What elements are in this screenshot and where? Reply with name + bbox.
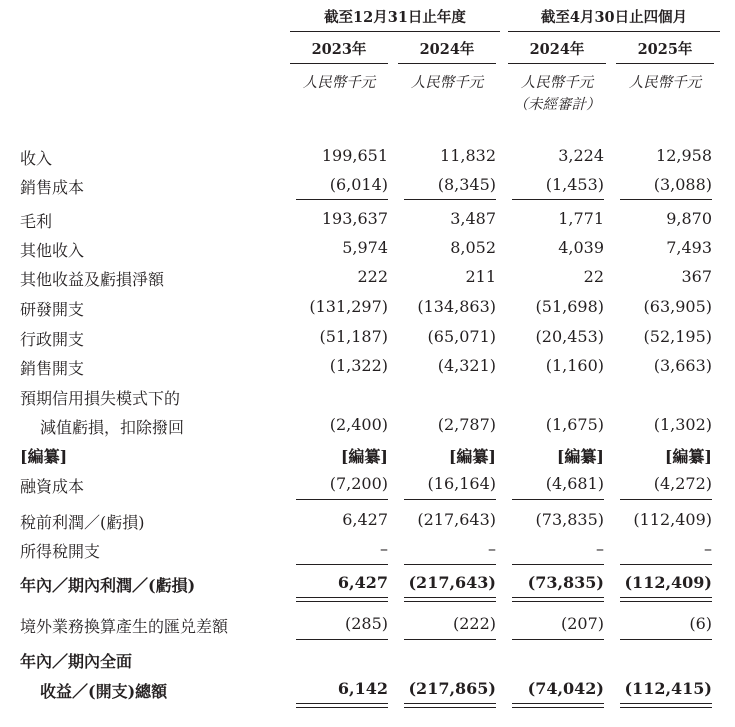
row-label-admin: 行政開支: [20, 330, 85, 349]
row-label-ecl-line1: 預期信用損失模式下的: [20, 389, 181, 408]
row-label-ecl-line2: 減值虧損，扣除撥回: [40, 418, 185, 437]
cell: 8,052: [450, 238, 496, 257]
cell: [編纂]: [556, 447, 604, 466]
cell: 199,651: [321, 146, 388, 165]
cell: (285): [344, 614, 388, 633]
year-col2: 2024年: [419, 41, 475, 58]
cell: –: [704, 539, 712, 558]
header-rule: [508, 31, 720, 32]
row-label-finance: 融資成本: [20, 477, 85, 496]
cell: 222: [357, 267, 388, 286]
double-rule: [620, 703, 712, 704]
double-rule: [620, 597, 712, 598]
unit-col3: 人民幣千元: [520, 75, 594, 91]
cell: (51,187): [319, 327, 388, 346]
subtotal-rule: [404, 199, 496, 200]
cell: (4,272): [653, 474, 712, 493]
year-rule: [290, 63, 388, 64]
double-rule: [512, 601, 604, 602]
unit-col1: 人民幣千元: [302, 75, 376, 91]
double-rule: [512, 597, 604, 598]
cell: –: [596, 539, 604, 558]
double-rule: [404, 707, 496, 708]
cell: (73,835): [527, 573, 604, 592]
cell: (112,415): [624, 679, 712, 698]
double-rule: [296, 707, 388, 708]
cell: (4,321): [437, 356, 496, 375]
row-label-revenue: 收入: [20, 149, 53, 168]
double-rule: [620, 707, 712, 708]
cell: (131,297): [309, 297, 388, 316]
subtotal-rule: [296, 199, 388, 200]
cell: (16,164): [427, 474, 496, 493]
cell: (112,409): [624, 573, 712, 592]
row-label-other-gains: 其他收益及虧損淨額: [20, 270, 165, 289]
subtotal-rule: [620, 564, 712, 565]
double-rule: [296, 703, 388, 704]
cell: (3,088): [653, 175, 712, 194]
double-rule: [512, 707, 604, 708]
cell: (63,905): [643, 297, 712, 316]
row-label-fx: 境外業務換算產生的匯兑差額: [20, 617, 229, 636]
subtotal-rule: [512, 639, 604, 640]
cell: (4,681): [545, 474, 604, 493]
row-label-gross-profit: 毛利: [20, 212, 53, 231]
cell: 193,637: [321, 209, 388, 228]
header-group-4m: 截至4月30日止四個月: [540, 9, 688, 26]
header-group-fy: 截至12月31日止年度: [324, 9, 466, 26]
subtotal-rule: [296, 499, 388, 500]
row-label-rnd: 研發開支: [20, 300, 85, 319]
cell: (222): [452, 614, 496, 633]
cell: 4,039: [558, 238, 604, 257]
cell: (112,409): [633, 510, 712, 529]
cell: (2,400): [329, 415, 388, 434]
cell: [編纂]: [340, 447, 388, 466]
cell: [編纂]: [448, 447, 496, 466]
cell: (217,643): [408, 573, 496, 592]
cell: (1,302): [653, 415, 712, 434]
cell: (217,865): [408, 679, 496, 698]
year-rule: [616, 63, 714, 64]
year-col4: 2025年: [637, 41, 693, 58]
cell: (51,698): [535, 297, 604, 316]
cell: 12,958: [656, 146, 712, 165]
subtotal-rule: [620, 499, 712, 500]
row-label-tax: 所得稅開支: [20, 542, 101, 561]
subtotal-rule: [512, 199, 604, 200]
year-col3: 2024年: [529, 41, 585, 58]
cell: (134,863): [417, 297, 496, 316]
cell: 5,974: [342, 238, 388, 257]
cell: (52,195): [643, 327, 712, 346]
row-label-other-income: 其他收入: [20, 241, 85, 260]
double-rule: [620, 601, 712, 602]
cell: (8,345): [437, 175, 496, 194]
row-label-selling: 銷售開支: [20, 359, 85, 378]
row-label-cost-of-sales: 銷售成本: [20, 178, 85, 197]
year-rule: [398, 63, 496, 64]
cell: (1,453): [545, 175, 604, 194]
row-label-tci-line2: 收益／(開支)總額: [40, 682, 168, 701]
cell: (6): [689, 614, 712, 633]
subtotal-rule: [296, 639, 388, 640]
cell: (217,643): [417, 510, 496, 529]
row-label-profit: 年內／期內利潤／(虧損): [20, 576, 196, 595]
cell: (6,014): [329, 175, 388, 194]
cell: –: [380, 539, 388, 558]
double-rule: [404, 601, 496, 602]
cell: (207): [560, 614, 604, 633]
cell: 367: [681, 267, 712, 286]
subtotal-rule: [404, 499, 496, 500]
cell: (2,787): [437, 415, 496, 434]
cell: (20,453): [535, 327, 604, 346]
cell: 3,224: [558, 146, 604, 165]
subtotal-rule: [296, 564, 388, 565]
cell: (3,663): [653, 356, 712, 375]
cell: (7,200): [329, 474, 388, 493]
cell: 1,771: [558, 209, 604, 228]
subtotal-rule: [512, 564, 604, 565]
row-label-tci-line1: 年內／期內全面: [20, 652, 133, 671]
cell: 22: [583, 267, 604, 286]
year-col1: 2023年: [311, 41, 367, 58]
cell: 3,487: [450, 209, 496, 228]
double-rule: [296, 601, 388, 602]
double-rule: [404, 597, 496, 598]
unaudited-note: （未經審計）: [513, 97, 601, 113]
cell: 9,870: [666, 209, 712, 228]
cell: 7,493: [666, 238, 712, 257]
subtotal-rule: [404, 564, 496, 565]
subtotal-rule: [620, 639, 712, 640]
cell: [編纂]: [664, 447, 712, 466]
header-rule: [290, 31, 500, 32]
unit-col4: 人民幣千元: [628, 75, 702, 91]
cell: (73,835): [535, 510, 604, 529]
cell: (74,042): [527, 679, 604, 698]
cell: 6,142: [337, 679, 388, 698]
cell: (1,160): [545, 356, 604, 375]
cell: 6,427: [337, 573, 388, 592]
double-rule: [512, 703, 604, 704]
row-label-pbt: 稅前利潤／(虧損): [20, 513, 145, 532]
subtotal-rule: [620, 199, 712, 200]
cell: –: [488, 539, 496, 558]
cell: (1,675): [545, 415, 604, 434]
unit-col2: 人民幣千元: [410, 75, 484, 91]
row-label-redacted: [編纂]: [20, 447, 68, 466]
double-rule: [404, 703, 496, 704]
year-rule: [508, 63, 606, 64]
subtotal-rule: [512, 499, 604, 500]
cell: 11,832: [440, 146, 496, 165]
double-rule: [296, 597, 388, 598]
cell: 211: [465, 267, 496, 286]
cell: (1,322): [329, 356, 388, 375]
cell: 6,427: [342, 510, 388, 529]
cell: (65,071): [427, 327, 496, 346]
subtotal-rule: [404, 639, 496, 640]
